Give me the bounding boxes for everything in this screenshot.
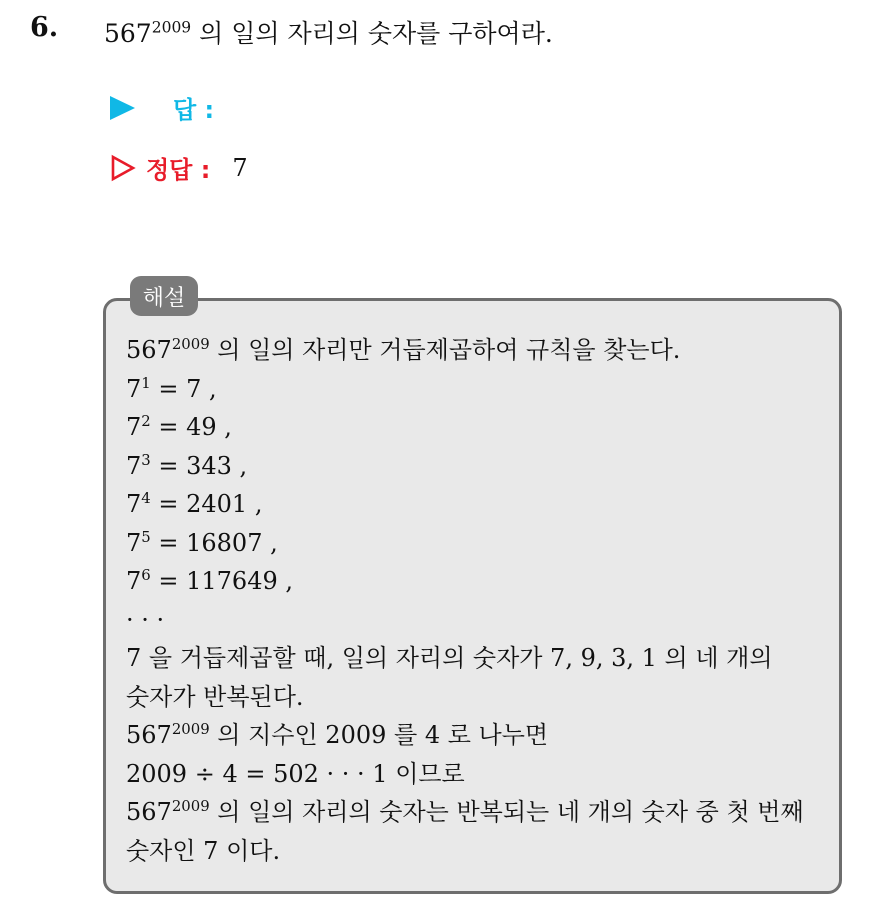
power-result: = 117649 , [150,567,293,595]
power-exponent: 4 [141,488,151,507]
power-result: = 2401 , [150,490,263,518]
power-exponent: 6 [141,565,151,584]
exponent-line-base: 567 [126,721,172,749]
power-result: = 343 , [150,451,248,480]
correct-answer-value: 7 [232,153,248,182]
question-body: 의 일의 자리의 숫자를 구하여라. [191,19,553,48]
power-exponent: 2 [141,411,151,430]
power-base: 7 [126,451,142,480]
answer-label: 답 : [173,96,215,124]
solution-body [126,331,834,870]
ellipsis-line: · · · [126,605,165,634]
intro-exponent: 2009 [171,334,210,353]
power-result: = 16807 , [150,528,278,557]
intro-base: 567 [126,336,172,364]
power-base: 7 [126,490,142,518]
power-base: 7 [126,528,142,557]
power-line [126,370,834,409]
exponent-division-line [126,716,834,755]
question-exponent: 2009 [151,18,192,37]
correct-answer-row [110,150,248,185]
play-triangle-filled-icon [110,96,135,120]
pattern-line-2: 숫자가 반복된다. [126,682,304,711]
power-line [126,408,834,447]
power-line [126,562,834,601]
power-result: = 7 , [150,374,217,403]
power-line [126,524,834,563]
power-line [126,447,834,486]
power-base: 7 [126,374,142,403]
power-line [126,485,834,524]
answer-row [110,90,214,125]
conclusion-line-1 [126,793,834,832]
solution-intro-line [126,331,834,370]
conclusion-text: 의 일의 자리의 숫자는 반복되는 네 개의 숫자 중 첫 번째 [209,798,804,826]
conclusion-line-2: 숫자인 7 이다. [126,836,281,865]
power-result: = 49 , [150,413,232,441]
pattern-line-1: 7 을 거듭제곱할 때, 일의 자리의 숫자가 7, 9, 3, 1 의 네 개의 [126,644,773,672]
power-base: 7 [126,567,142,595]
intro-text: 의 일의 자리만 거듭제곱하여 규칙을 찾는다. [209,336,681,364]
solution-tag: 해설 [130,276,198,316]
play-triangle-outline-icon [110,154,136,182]
question-number: 6. [30,12,59,43]
power-exponent: 1 [141,373,151,392]
correct-answer-label: 정답 : [146,156,211,184]
question-text [104,14,553,50]
power-exponent: 5 [141,527,151,546]
power-exponent: 3 [141,450,151,469]
division-line: 2009 ÷ 4 = 502 · · · 1 이므로 [126,759,465,788]
conclusion-exponent: 2009 [171,796,210,815]
question-base: 567 [104,19,152,48]
power-base: 7 [126,413,142,441]
exponent-line-text: 의 지수인 2009 를 4 로 나누면 [209,721,549,749]
exponent-line-exponent: 2009 [171,719,210,738]
conclusion-base: 567 [126,798,172,826]
